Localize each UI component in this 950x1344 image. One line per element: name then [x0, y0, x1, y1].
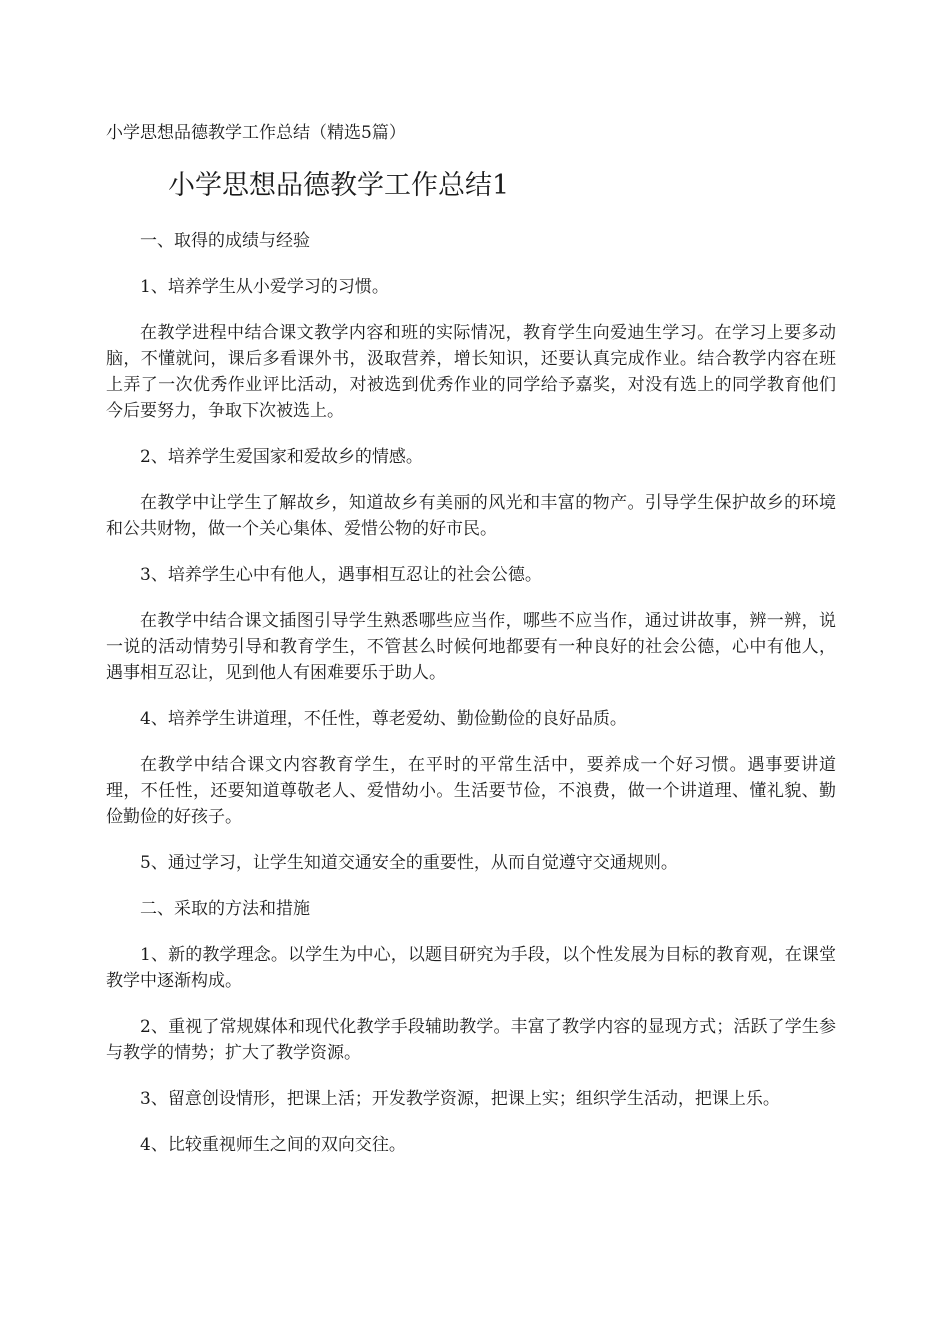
method-1: 1、新的教学理念。以学生为中心，以题目研究为手段，以个性发展为目标的教育观，在课堂教学中逐渐构成。: [106, 945, 836, 991]
point-1-body: 在教学进程中结合课文教学内容和班的实际情况，教育学生向爱迪生学习。在学习上要多动脑，不懂就问，课后多看课外书，汲取营养，增长知识，还要认真完成作业。结合教学内容在班上弄了一次优秀作业评比活动，对被选到优秀作业的同学给予嘉奖，对没有选上的同学教育他们今后要努力，争取下次被选上。: [106, 323, 836, 421]
point-3-body: 在教学中结合课文插图引导学生熟悉哪些应当作，哪些不应当作，通过讲故事，辨一辨，说一说的活动情势引导和教育学生，不管甚么时候何地都要有一种良好的社会公德，心中有他人，遇事相互忍让，见到他人有困难要乐于助人。: [106, 611, 836, 683]
document-title: 小学思想品德教学工作总结（精选5篇）: [106, 123, 406, 143]
point-2-body: 在教学中让学生了解故乡，知道故乡有美丽的风光和丰富的物产。引导学生保护故乡的环境和公共财物，做一个关心集体、爱惜公物的好市民。: [106, 493, 836, 539]
method-3: 3、留意创设情形，把课上活；开发教学资源，把课上实；组织学生活动，把课上乐。: [140, 1089, 780, 1109]
point-5-title: 5、通过学习，让学生知道交通安全的重要性，从而自觉遵守交通规则。: [140, 853, 678, 873]
heading-methods: 二、采取的方法和措施: [140, 899, 310, 919]
method-4: 4、比较重视师生之间的双向交往。: [140, 1135, 406, 1155]
section-heading: 小学思想品德教学工作总结1: [168, 170, 510, 201]
point-2-title: 2、培养学生爱国家和爱故乡的情感。: [140, 447, 423, 467]
point-3-title: 3、培养学生心中有他人，遇事相互忍让的社会公德。: [140, 565, 542, 585]
document-body: [106, 228, 836, 1178]
point-4-body: 在教学中结合课文内容教育学生，在平时的平常生活中，要养成一个好习惯。遇事要讲道理，不任性，还要知道尊敬老人、爱惜幼小。生活要节俭，不浪费，做一个讲道理、懂礼貌、勤俭勤俭的好孩子。: [106, 755, 836, 827]
heading-achievements: 一、取得的成绩与经验: [140, 231, 310, 251]
point-1-title: 1、培养学生从小爱学习的习惯。: [140, 277, 389, 297]
point-4-title: 4、培养学生讲道理，不任性，尊老爱幼、勤俭勤俭的良好品质。: [140, 709, 627, 729]
method-2: 2、重视了常规媒体和现代化教学手段辅助教学。丰富了教学内容的显现方式；活跃了学生参与教学的情势；扩大了教学资源。: [106, 1017, 836, 1063]
